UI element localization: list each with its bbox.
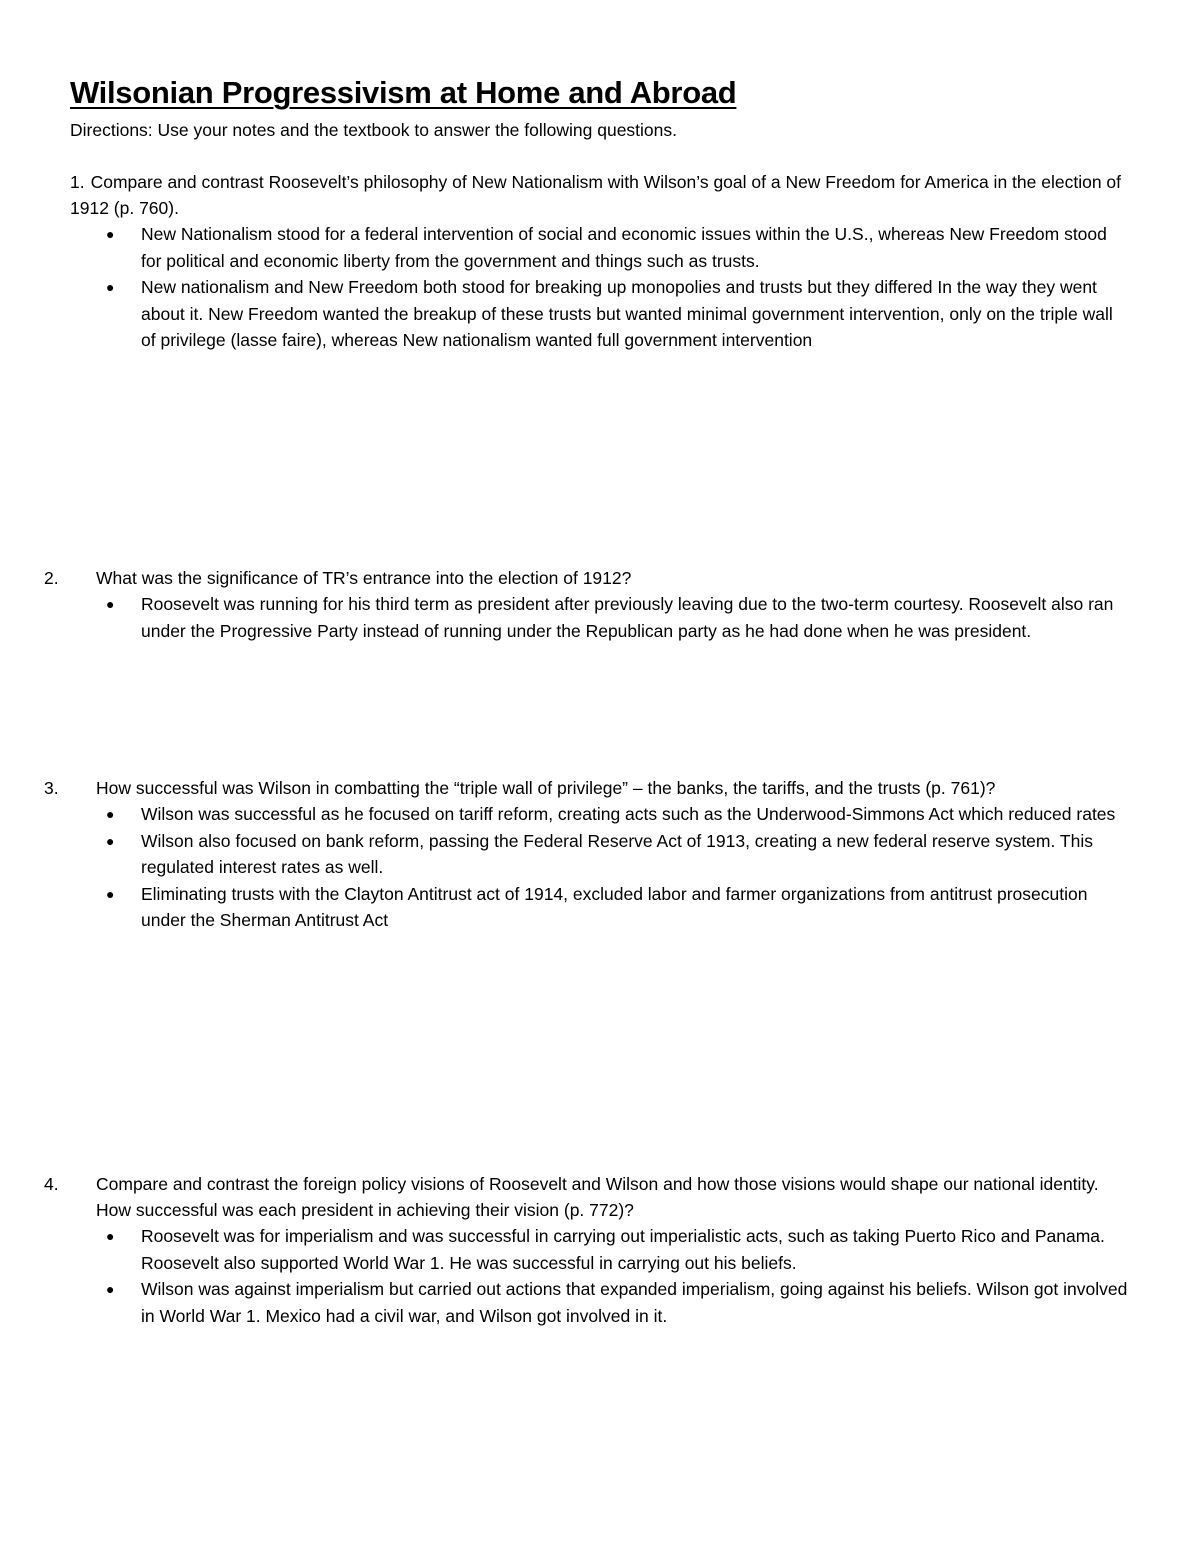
answer-item	[70, 1223, 1130, 1276]
bullet-icon: ●	[106, 1281, 115, 1297]
answer-text: Wilson was successful as he focused on tariff reform, creating acts such as the Underwood-Simmons Act which reduced rates	[141, 804, 1116, 824]
answer-item	[70, 1276, 1130, 1329]
bullet-icon: ●	[106, 596, 115, 612]
answer-item	[70, 591, 1130, 644]
answer-text: Roosevelt was for imperialism and was successful in carrying out imperialistic acts, such as taking Puerto Rico and Panama. Roosevelt also supported World War 1. He was successful in carrying out his beliefs.	[141, 1226, 1105, 1273]
bullet-icon: ●	[106, 1228, 115, 1244]
answer-text: Wilson was against imperialism but carried out actions that expanded imperialism, going against his beliefs. Wilson got involved in World War 1. Mexico had a civil war, and Wilson got involved in it.	[141, 1279, 1128, 1326]
bullet-icon: ●	[106, 832, 115, 849]
answer-text: New nationalism and New Freedom both stood for breaking up monopolies and trusts but they differed In the way they went about it. New Freedom wanted the breakup of these trusts but wanted minimal government intervention, only on the triple wall of privilege (lasse faire), whereas New nationalism wanted full government intervention	[141, 277, 1113, 350]
question-number: 2.	[44, 568, 59, 588]
answer-text: Roosevelt was running for his third term as president after previously leaving due to the two-term courtesy. Roosevelt also ran under the Progressive Party instead of running under the Republican party as he had done when he was president.	[141, 594, 1114, 641]
answer-text: Eliminating trusts with the Clayton Antitrust act of 1914, excluded labor and farmer organizations from antitrust prosecution under the Sherman Antitrust Act	[141, 883, 1088, 930]
question-number: 1.	[70, 172, 85, 192]
answer-text: Wilson also focused on bank reform, passing the Federal Reserve Act of 1913, creating a new federal reserve system. This regulated interest rates as well.	[141, 830, 1093, 877]
answer-list	[70, 591, 1130, 644]
question-number: 4.	[44, 1174, 59, 1194]
question-prompt	[44, 1171, 1130, 1223]
question-4	[44, 1171, 1130, 1329]
answer-item	[70, 881, 1130, 934]
question-1	[70, 169, 1130, 354]
answer-list	[70, 221, 1130, 354]
answer-item	[70, 801, 1130, 828]
question-text: What was the significance of TR’s entrance into the election of 1912?	[96, 568, 632, 588]
bullet-icon: ●	[106, 806, 115, 822]
question-prompt	[70, 169, 1130, 221]
question-number: 3.	[44, 778, 59, 798]
answer-list	[70, 1223, 1130, 1329]
bullet-icon: ●	[106, 226, 115, 242]
question-2	[44, 565, 1130, 644]
question-text: Compare and contrast Roosevelt’s philosophy of New Nationalism with Wilson’s goal of a New Freedom for America in the election of 1912 (p. 760).	[70, 172, 1122, 218]
question-prompt	[44, 775, 1130, 801]
question-3	[44, 775, 1130, 934]
answer-item	[70, 274, 1130, 354]
answer-item	[70, 828, 1130, 881]
question-prompt	[44, 565, 1130, 591]
bullet-icon: ●	[106, 279, 115, 295]
answer-text: New Nationalism stood for a federal intervention of social and economic issues within the U.S., whereas New Freedom stood for political and economic liberty from the government and things such as trusts.	[141, 224, 1107, 271]
page-title: Wilsonian Progressivism at Home and Abroad	[70, 75, 737, 110]
directions-text: Directions: Use your notes and the textbook to answer the following questions.	[70, 120, 678, 140]
answer-list	[70, 801, 1130, 934]
question-text: Compare and contrast the foreign policy visions of Roosevelt and Wilson and how those visions would shape our national identity. How successful was each president in achieving their vision (p. 772)?	[96, 1174, 1099, 1220]
answer-item	[70, 221, 1130, 274]
question-text: How successful was Wilson in combatting the “triple wall of privilege” – the banks, the tariffs, and the trusts (p. 761)?	[96, 778, 996, 798]
bullet-icon: ●	[106, 885, 115, 902]
